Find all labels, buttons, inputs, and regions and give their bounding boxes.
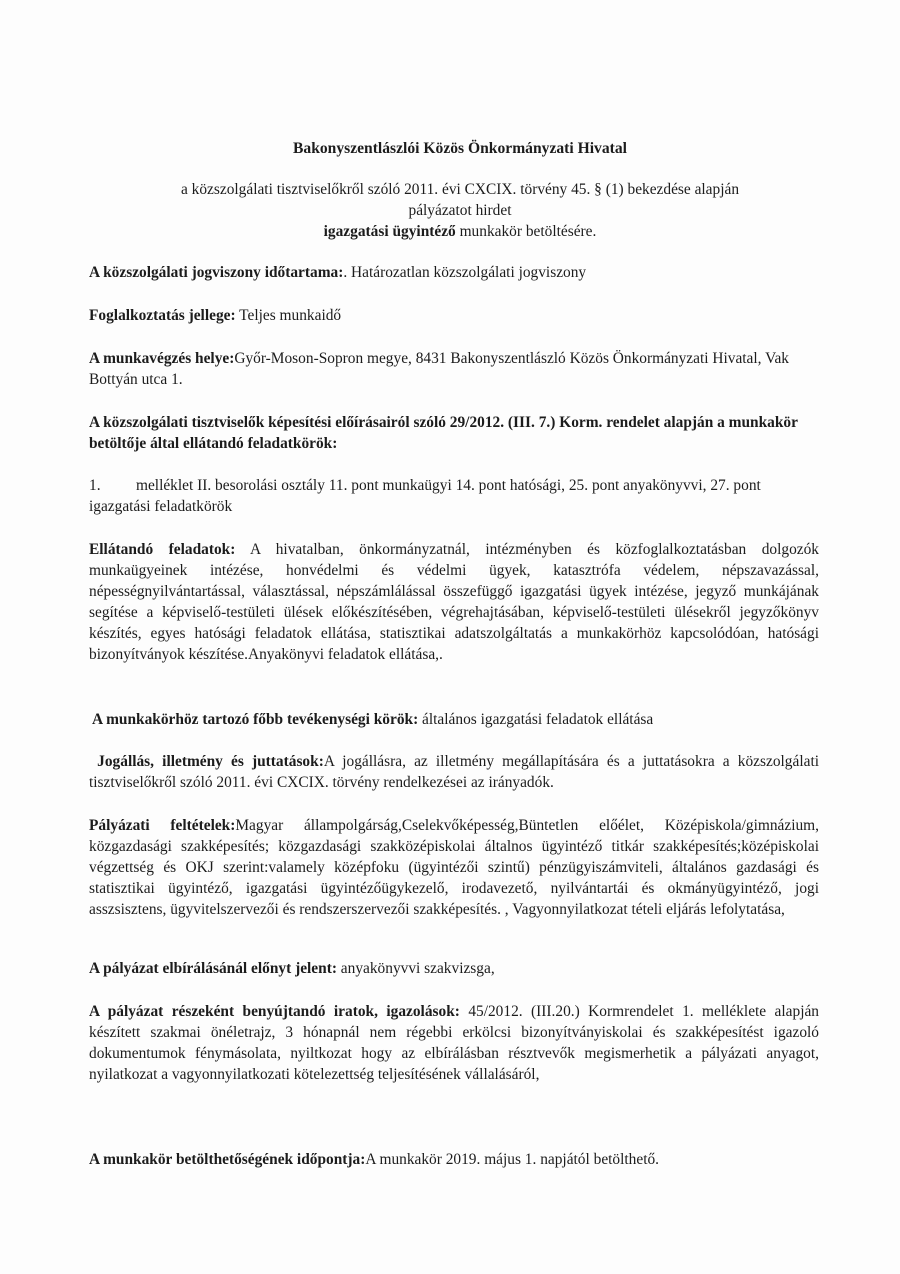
employment-type-value: Teljes munkaidő	[235, 307, 342, 324]
advantage-value: anyakönyvvi szakvizsga,	[336, 960, 495, 977]
start-date-section	[89, 1149, 819, 1170]
documents-value: 45/2012. (III.20.) Kormrendelet 1. melléklete alapján készített szakmai önéletrajz, 3 hónapnál nem régebbi erkölcsi bizonyítványiskolai és szakképesítést igazoló dokumentumok fénymásolata, nyiltkozat hogy az elbírálásban résztvevők megismerhetik a pályázati anyagot, nyilatkozat a vagyonnyilatkozati kötelezettség teljesítésének vállalásáról,	[89, 1003, 819, 1083]
requirements-section	[89, 815, 819, 920]
advantage-label: A pályázat elbírálásánál előnyt jelent:	[89, 960, 337, 977]
duties-value: A hivatalban, önkormányzatnál, intézményben és közfoglalkoztatásban dolgozók munkaügyeinek intézése, honvédelmi és védelmi ügyek, katasztrófa védelem, népszavazással, népességnyilvántartással, választással, népszámlálással összefüggő igazgatási ügyek intézése, jegyző munkájának segítése a képviselő-testületi ülések előkészítésében, végrehajtásában, képviselő-testületi ülésekről jegyzőkönyv készítés, egyes hatósági feladatok ellátása, statisztikai adatszolgáltatás a munkakörhöz kapcsolódóan, hatósági bizonyítványok készítése.Anyakönyvi feladatok ellátása,.	[89, 541, 819, 663]
position-name: igazgatási ügyintéző	[323, 223, 456, 240]
duration-label: A közszolgálati jogviszony időtartama:	[89, 264, 344, 281]
employment-type-label: Foglalkoztatás jellege:	[89, 307, 236, 324]
qualification-decree-heading: A közszolgálati tisztviselők képesítési előírásairól szóló 29/2012. (III. 7.) Korm. rendelet alapján a munkakör betöltője által ellátandó feladatkörök:	[89, 414, 798, 452]
organization-title: Bakonyszentlászlói Közös Önkormányzati Hivatal	[293, 140, 627, 157]
workplace-section	[89, 348, 819, 390]
duration-value: . Határozatlan közszolgálati jogviszony	[343, 264, 587, 281]
workplace-label: A munkavégzés helye:	[89, 350, 235, 367]
employment-type-section	[89, 305, 819, 326]
duties-section	[89, 539, 819, 665]
intro-line: a közszolgálati tisztviselőkről szóló 2011. évi CXCIX. törvény 45. § (1) bekezdése alapján	[180, 181, 740, 198]
workplace-value: Győr-Moson-Sopron megye, 8431 Bakonyszentlászló Közös Önkormányzati Hivatal, Vak Bottyán utca 1.	[89, 350, 790, 388]
main-activities-section	[92, 709, 822, 730]
duties-label: Ellátandó feladatok:	[89, 541, 236, 558]
documents-section	[89, 1001, 819, 1085]
status-salary-label: Jogállás, illetmény és juttatások:	[97, 753, 324, 770]
requirements-value: Magyar állampolgárság,Cselekvőképesség,Büntetlen előélet, Középiskola/gimnázium, közgazdasági szakképesítés; közgazdasági szakközépiskolai általnos ügyintéző titkár szakképesítés;középiskolai végzettség és OKJ szerint:valamely középfoku (ügyintézői szintű) pénzügyiszámviteli, általános gazdasági és statisztikai ügyintéző, igazgatási ügyintézőügykezelő, irodavezető, nyilvántartái és okmányügyintéző, jogi asszsisztens, ügyvitelszervezői és rendszerszervezői szakképesítés. , Vagyonnyilatkozat tételi eljárás lefolytatása,	[89, 817, 819, 918]
qualification-item-number: 1.	[89, 477, 101, 494]
position-line	[80, 221, 840, 242]
position-rest: munkakör betöltésére.	[455, 223, 597, 240]
status-salary-section	[89, 751, 819, 793]
start-date-label: A munkakör betölthetőségének időpontja:	[89, 1151, 366, 1168]
main-activities-label: A munkakörhöz tartozó főbb tevékenységi körök:	[92, 711, 419, 728]
documents-label: A pályázat részeként benyújtandó iratok, igazolások:	[89, 1003, 460, 1020]
start-date-value: A munkakör 2019. május 1. napjától betölthető.	[365, 1151, 660, 1168]
status-salary-value: A jogállásra, az illetmény megállapítására és a juttatásokra a közszolgálati tisztviselőkről szóló 2011. évi CXCIX. törvény rendelkezései az irányadók.	[89, 753, 819, 791]
advantage-section	[89, 958, 819, 979]
duration-section	[89, 262, 819, 283]
qualification-item-text: melléklet II. besorolási osztály 11. pont munkaügyi 14. pont hatósági, 25. pont anyakönyvvi, 27. pont igazgatási feladatkörök	[89, 477, 761, 515]
main-activities-value: általános igazgatási feladatok ellátása	[418, 711, 654, 728]
qualification-item	[89, 475, 819, 517]
announces-line: pályázatot hirdet	[408, 202, 512, 219]
requirements-label: Pályázati feltételek:	[89, 817, 236, 834]
